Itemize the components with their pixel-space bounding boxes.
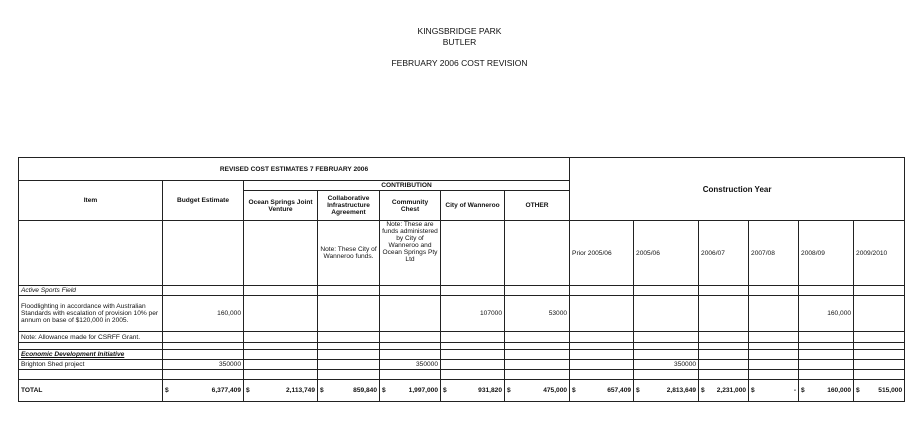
col-community-chest: Community Chest [380, 191, 441, 221]
report-revision: FEBRUARY 2006 COST REVISION [391, 58, 528, 68]
year-2005-06: 2005/06 [634, 221, 699, 286]
currency-symbol: $ [443, 387, 447, 394]
currency-symbol: $ [165, 387, 169, 394]
brighton-budget: 350000 [163, 360, 244, 370]
currency-symbol: $ [246, 387, 250, 394]
contribution-heading: CONTRIBUTION [244, 181, 570, 191]
brighton-community: 350000 [380, 360, 441, 370]
allowance-note: Note: Allowance made for CSRFF Grant. [19, 332, 163, 343]
col-city-of-wanneroo: City of Wanneroo [441, 191, 505, 221]
year-2008-09: 2008/09 [799, 221, 854, 286]
total-2005-06: 2,813,649 [666, 387, 697, 394]
currency-symbol: $ [320, 387, 324, 394]
total-other: 475,000 [543, 387, 568, 394]
col-other: OTHER [505, 191, 570, 221]
floodlighting-item: Floodlighting in accordance with Australian Standards with escalation of provision 10% per annum on base of $120,000 in 2005. [19, 296, 163, 332]
col-collaborative: Collaborative Infrastructure Agreement [318, 191, 380, 221]
currency-symbol: $ [572, 387, 576, 394]
floodlighting-budget: 160,000 [163, 296, 244, 332]
total-city: 931,820 [478, 387, 502, 394]
cost-estimate-table [18, 157, 905, 402]
brighton-item: Brighton Shed project [19, 360, 163, 370]
floodlighting-city: 107000 [441, 296, 505, 332]
revised-estimates-heading: REVISED COST ESTIMATES 7 FEBRUARY 2006 [19, 158, 570, 181]
currency-symbol: $ [507, 387, 511, 394]
currency-symbol: $ [856, 387, 860, 394]
floodlighting-other: 53000 [505, 296, 570, 332]
collab-note: Note: These City of Wanneroo funds. [318, 221, 380, 286]
section-active-sports: Active Sports Field [19, 286, 163, 296]
year-2007-08: 2007/08 [749, 221, 799, 286]
total-2007-08: - [793, 387, 797, 394]
construction-year-heading: Construction Year [570, 158, 905, 221]
floodlighting-2008-09: 160,000 [799, 296, 854, 332]
currency-symbol: $ [801, 387, 805, 394]
report-subtitle: BUTLER [442, 37, 477, 47]
year-2006-07: 2006/07 [699, 221, 749, 286]
col-ocean-springs: Ocean Springs Joint Venture [244, 191, 318, 221]
total-label: TOTAL [19, 380, 163, 402]
total-row [19, 380, 905, 402]
total-ocean: 2,113,749 [286, 387, 315, 394]
total-2008-09: 160,000 [827, 387, 852, 394]
col-item: Item [19, 181, 163, 221]
total-collab: 859,840 [353, 387, 377, 394]
total-budget: 6,377,409 [211, 387, 241, 394]
community-note: Note: These are funds administered by City of Wanneroo and Ocean Springs Pty Ltd [380, 221, 441, 286]
currency-symbol: $ [382, 387, 386, 394]
total-2009-10: 515,000 [878, 387, 903, 394]
currency-symbol: $ [751, 387, 755, 394]
year-prior: Prior 2005/06 [570, 221, 634, 286]
year-2009-10: 2009/2010 [854, 221, 905, 286]
total-2006-07: 2,231,000 [716, 387, 747, 394]
currency-symbol: $ [701, 387, 705, 394]
col-budget-estimate: Budget Estimate [163, 181, 244, 221]
section-economic-development: Economic Development Initiative [19, 350, 163, 360]
brighton-2005-06: 350000 [634, 360, 699, 370]
total-community: 1,997,000 [408, 387, 438, 394]
currency-symbol: $ [636, 387, 640, 394]
total-prior: 657,409 [607, 387, 632, 394]
report-title: KINGSBRIDGE PARK [417, 26, 502, 36]
